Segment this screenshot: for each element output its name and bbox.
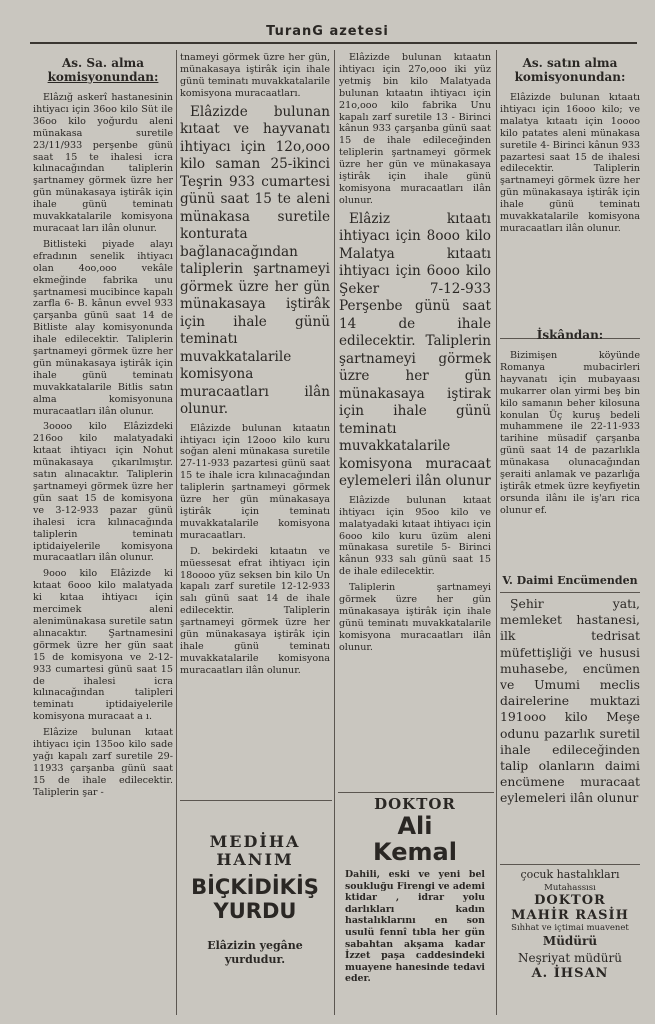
notice-paragraph: Bizimişen köyünde Romanya mubacirleri hayvanatı için mubayaası mukarrer olan yirmi beş bin kilo samanın beher kilosuna konulan Üç kuruş bedeli muhammene ile 22-11-933 tarihine müsadif çarşanba günü saat 14 de pazarlıkla münakasa olunacağından şeraiti anlamak ve pazarlığa iştirâk etmek üzre keyfiyetin orsunda ilânı ile iş'arı rica olunur ef. bbox=[500, 350, 640, 516]
ad-divider bbox=[180, 800, 332, 801]
doktor-mahir-rasih-ad bbox=[500, 868, 640, 1018]
ad-line: Mutahassısı bbox=[544, 883, 596, 893]
notice-paragraph: D. bekirdeki kıtaatın ve müessesat efrat ihtiyacı için 18oooo yüz seksen bin kilo Un kapalı zarf suretile 12-12-933 salı günü saat 14 de ihale edilecektir. Taliplerin şartnameyi görmek üzre her gün münakasaya iştirâk için ihale günü teminatı muvakkatalarile komisyona muracaatları ilân olunur. bbox=[180, 545, 330, 676]
notice-paragraph: 3oooo kilo Elâzizdeki 216oo kilo malatyadaki kıtaat ihtiyacı için Nohut münakasaya çıkarılmıştır. satın alınacaktır. Taliplerin şartnameyi görmek üzre her gün saat 15 de komisyona ve 3-12-933 pazar günü ihalesi icra kılınacağında taliplerin teminatı iptidaiyelerile komisyona muracaatları ilân olunur. bbox=[33, 421, 173, 564]
notice-paragraph: Elâzizde bulunan kıtaatı ihtiyacı için 16ooo kilo; ve malatya kıtaatı için 1oooo kilo patates aleni münakasa suretile 4- Birinci kânun 933 pazartesi saat 15 de ihalesi edilecektir. Taliplerin şartnameyi görmek üzre her gün münakasaya iştirâk için ihale günü teminatı muvakkatalarile komisyona muracaatları ilân olunur. bbox=[500, 92, 640, 234]
notice-paragraph: Elâzığ askerî hastanesinin ihtiyacı için 36oo kilo Süt ile 36oo kilo yoğurdu aleni münakasa suretile 23/11/933 perşenbe günü saat 15 te ihalesi icra kılınacağından taliplerin şartnamey görmek üzre her gün münakasaya iştirâk için ihale günü teminatı muvakkatalarile komisyona muracaat ları ilân olunur. bbox=[33, 92, 173, 234]
notice-paragraph: 9ooo kilo Elâzizde ki kıtaat 6ooo kilo malatyada ki kıtaa ihtiyacı için mercimek aleni alenimünakasa suretile satın alınacaktır. Şartnamesini görmek üzre her gün saat 15 de komisyona ve 2-12-933 cumartesi günü saat 15 de ihalesi icra kılınacağından talipleri teminatı iptidaiyelerile komisyona muracaat a ı. bbox=[33, 568, 173, 723]
ad-line: MEDİHA bbox=[209, 832, 301, 851]
ad-line: Müdürü bbox=[542, 934, 598, 948]
newspaper-header bbox=[0, 0, 655, 44]
ad-line: Sıhhat ve içtimai muavenet bbox=[511, 923, 629, 933]
notice-paragraph: Elâzize bulunan kıtaat ihtiyacı için 135oo kilo sade yağı kapalı zarf suretile 29-11933 çarşanba günü saat 15 de ihale edilecektir. Taliplerin şar - bbox=[33, 727, 173, 798]
notice-paragraph-large: Şehir yatı, memleket hastanesi, ilk tedrisat müfettişliği ve hususi muhasebe, encümen ve Umumi meclis dairelerine muktazi 191ooo kilo Meşe odunu pazarlık suretil ihale edileceğinden talip olanların daimi encümene muracaat eylemeleri ilân olunur bbox=[500, 596, 640, 806]
ad-line: DOKTOR bbox=[374, 795, 456, 813]
ad-line: YURDU bbox=[213, 899, 297, 923]
mediha-hanim-ad bbox=[180, 833, 330, 1013]
ad-line: DOKTOR bbox=[534, 893, 606, 908]
column-1 bbox=[33, 52, 173, 1020]
header-rule bbox=[30, 42, 637, 44]
column-3 bbox=[339, 52, 491, 800]
ad-body: Dahili, eski ve yeni bel soukluğu Firengi ve ademi ktidar , idrar yolu darlıkları kadın hastalıklarını en son usulü fennî tıbla her gün sabahtan akşama kadar İzzet paşa caddesindeki muayene hanesinde tedavi eder. bbox=[345, 869, 485, 985]
notice-paragraph: Taliplerin şartnameyi görmek üzre her gün münakasaya iştirâk için ihale günü teminatı muvakkatalarile komisyona muracaatları ilân olunur. bbox=[339, 582, 491, 653]
heading-line: komisyonundan: bbox=[47, 70, 159, 84]
notice-paragraph-large: Elâziz kıtaatı ihtiyacı için 8ooo kilo Malatya kıtaatı ihtiyacı için 6ooo kilo Şeker 7-12-933 Perşenbe günü saat 14 de ihale edilecektir. Taliplerin şartnameyi görmek üzre her gün münakasaya iştirak için ihale günü teminatı muvakkatalarile komisyona muracaat eylemeleri ilân olunur bbox=[339, 210, 491, 490]
ad-line: Elâzizin yegâne bbox=[207, 939, 303, 952]
column-divider bbox=[176, 50, 177, 1015]
column-2 bbox=[180, 52, 330, 792]
column-heading bbox=[500, 56, 640, 84]
heading-line: As. satın alma bbox=[522, 56, 618, 70]
column-heading bbox=[33, 56, 173, 84]
ad-line: çocuk hastalıkları bbox=[520, 868, 620, 881]
column-heading: İskândan: bbox=[536, 328, 604, 342]
notice-paragraph-large: Elâzizde bulunan kıtaat ve hayvanatı ihtiyacı için 12o,ooo kilo saman 25-ikinci Teşrin 933 cumartesi günü saat 15 te aleni münakasa suretile konturata bağlanacağından taliplerin şartnameyi görmek üzre her gün münakasaya iştirâk için ihale günü teminatı muvakkatalarile komisyona muracaatları ilân olunur. bbox=[180, 103, 330, 418]
ad-line: MAHİR RASİH bbox=[511, 908, 629, 923]
ad-line: Ali bbox=[397, 812, 433, 840]
column-divider bbox=[496, 50, 497, 1015]
ad-line: yurdudur. bbox=[224, 953, 286, 966]
notice-paragraph: Bitlisteki piyade alayı efradının senelik ihtiyacı olan 4oo,ooo vekâle ekmeğinde fabrika unu şartnamesi mucibince kapalı zarfla 6- B. kânun evvel 933 çarşanba günü saat 14 de Bitliste alay komisyonunda ihale edilecektir. Taliplerin şartnameyi görmek üzre her gün münakasaya iştirâk için ihale günü teminatı muvakkatalarile Bitlis satın alma komisyonuna muracaatları ilân olunur. bbox=[33, 238, 173, 417]
heading-line: As. Sa. alma bbox=[61, 56, 145, 70]
ad-line: Kemal bbox=[373, 838, 457, 866]
notice-paragraph: tnameyi görmek üzre her gün, münakasaya iştirâk için ihale günü teminatı muvakkatalarile komisyona muracaatları. bbox=[180, 52, 330, 99]
notice-paragraph: Elâzizde bulunan kıtaatın ihtiyacı için 27o,ooo iki yüz yetmiş bin kilo Malatyada bulunan kıtaatın ihtiyacı için 21o,ooo kilo fabrika Unu kapalı zarf suretile 13 - Birinci kânun 933 çarşanba günü saat 15 de ihale edileceğinden teliplerin şartnameyi görmek üzre her gün ve münakasaya iştirâk için ihale günü komisyona muracaatları ilân olunur. bbox=[339, 52, 491, 206]
ad-line: HANIM bbox=[216, 850, 294, 869]
ad-line: BİÇKİDİKİŞ bbox=[191, 875, 319, 899]
notice-paragraph: Elâzizde bulunan kıtaatın ihtiyacı için 12ooo kilo kuru soğan aleni münakasa suretile 27-11-933 pazartesi günü saat 15 te ihale icra kılınacağından taliplerin şartnameyi görmek üzre her gün münakasaya iştirâk için teminatı muvakkatalarile komisyona muracaatları. bbox=[180, 422, 330, 541]
heading-line: komisyonundan: bbox=[514, 70, 626, 84]
newspaper-title: TuranG azetesi bbox=[266, 24, 389, 39]
publisher-name: A. İHSAN bbox=[531, 966, 609, 981]
column-heading: V. Daimi Encümenden bbox=[502, 574, 638, 587]
doktor-ali-kemal-ad bbox=[339, 796, 491, 1016]
notice-paragraph: Elâzizde bulunan kıtaat ihtiyacı için 95oo kilo ve malatyadaki kıtaat ihtiyacı için 6ooo kilo kuru üzüm aleni münakasa suretile 5- Birinci kânun 933 salı günü saat 15 de ihale edilecektir. bbox=[339, 494, 491, 578]
publisher-line: Neşriyat müdürü bbox=[518, 951, 622, 965]
column-divider bbox=[334, 50, 335, 1015]
